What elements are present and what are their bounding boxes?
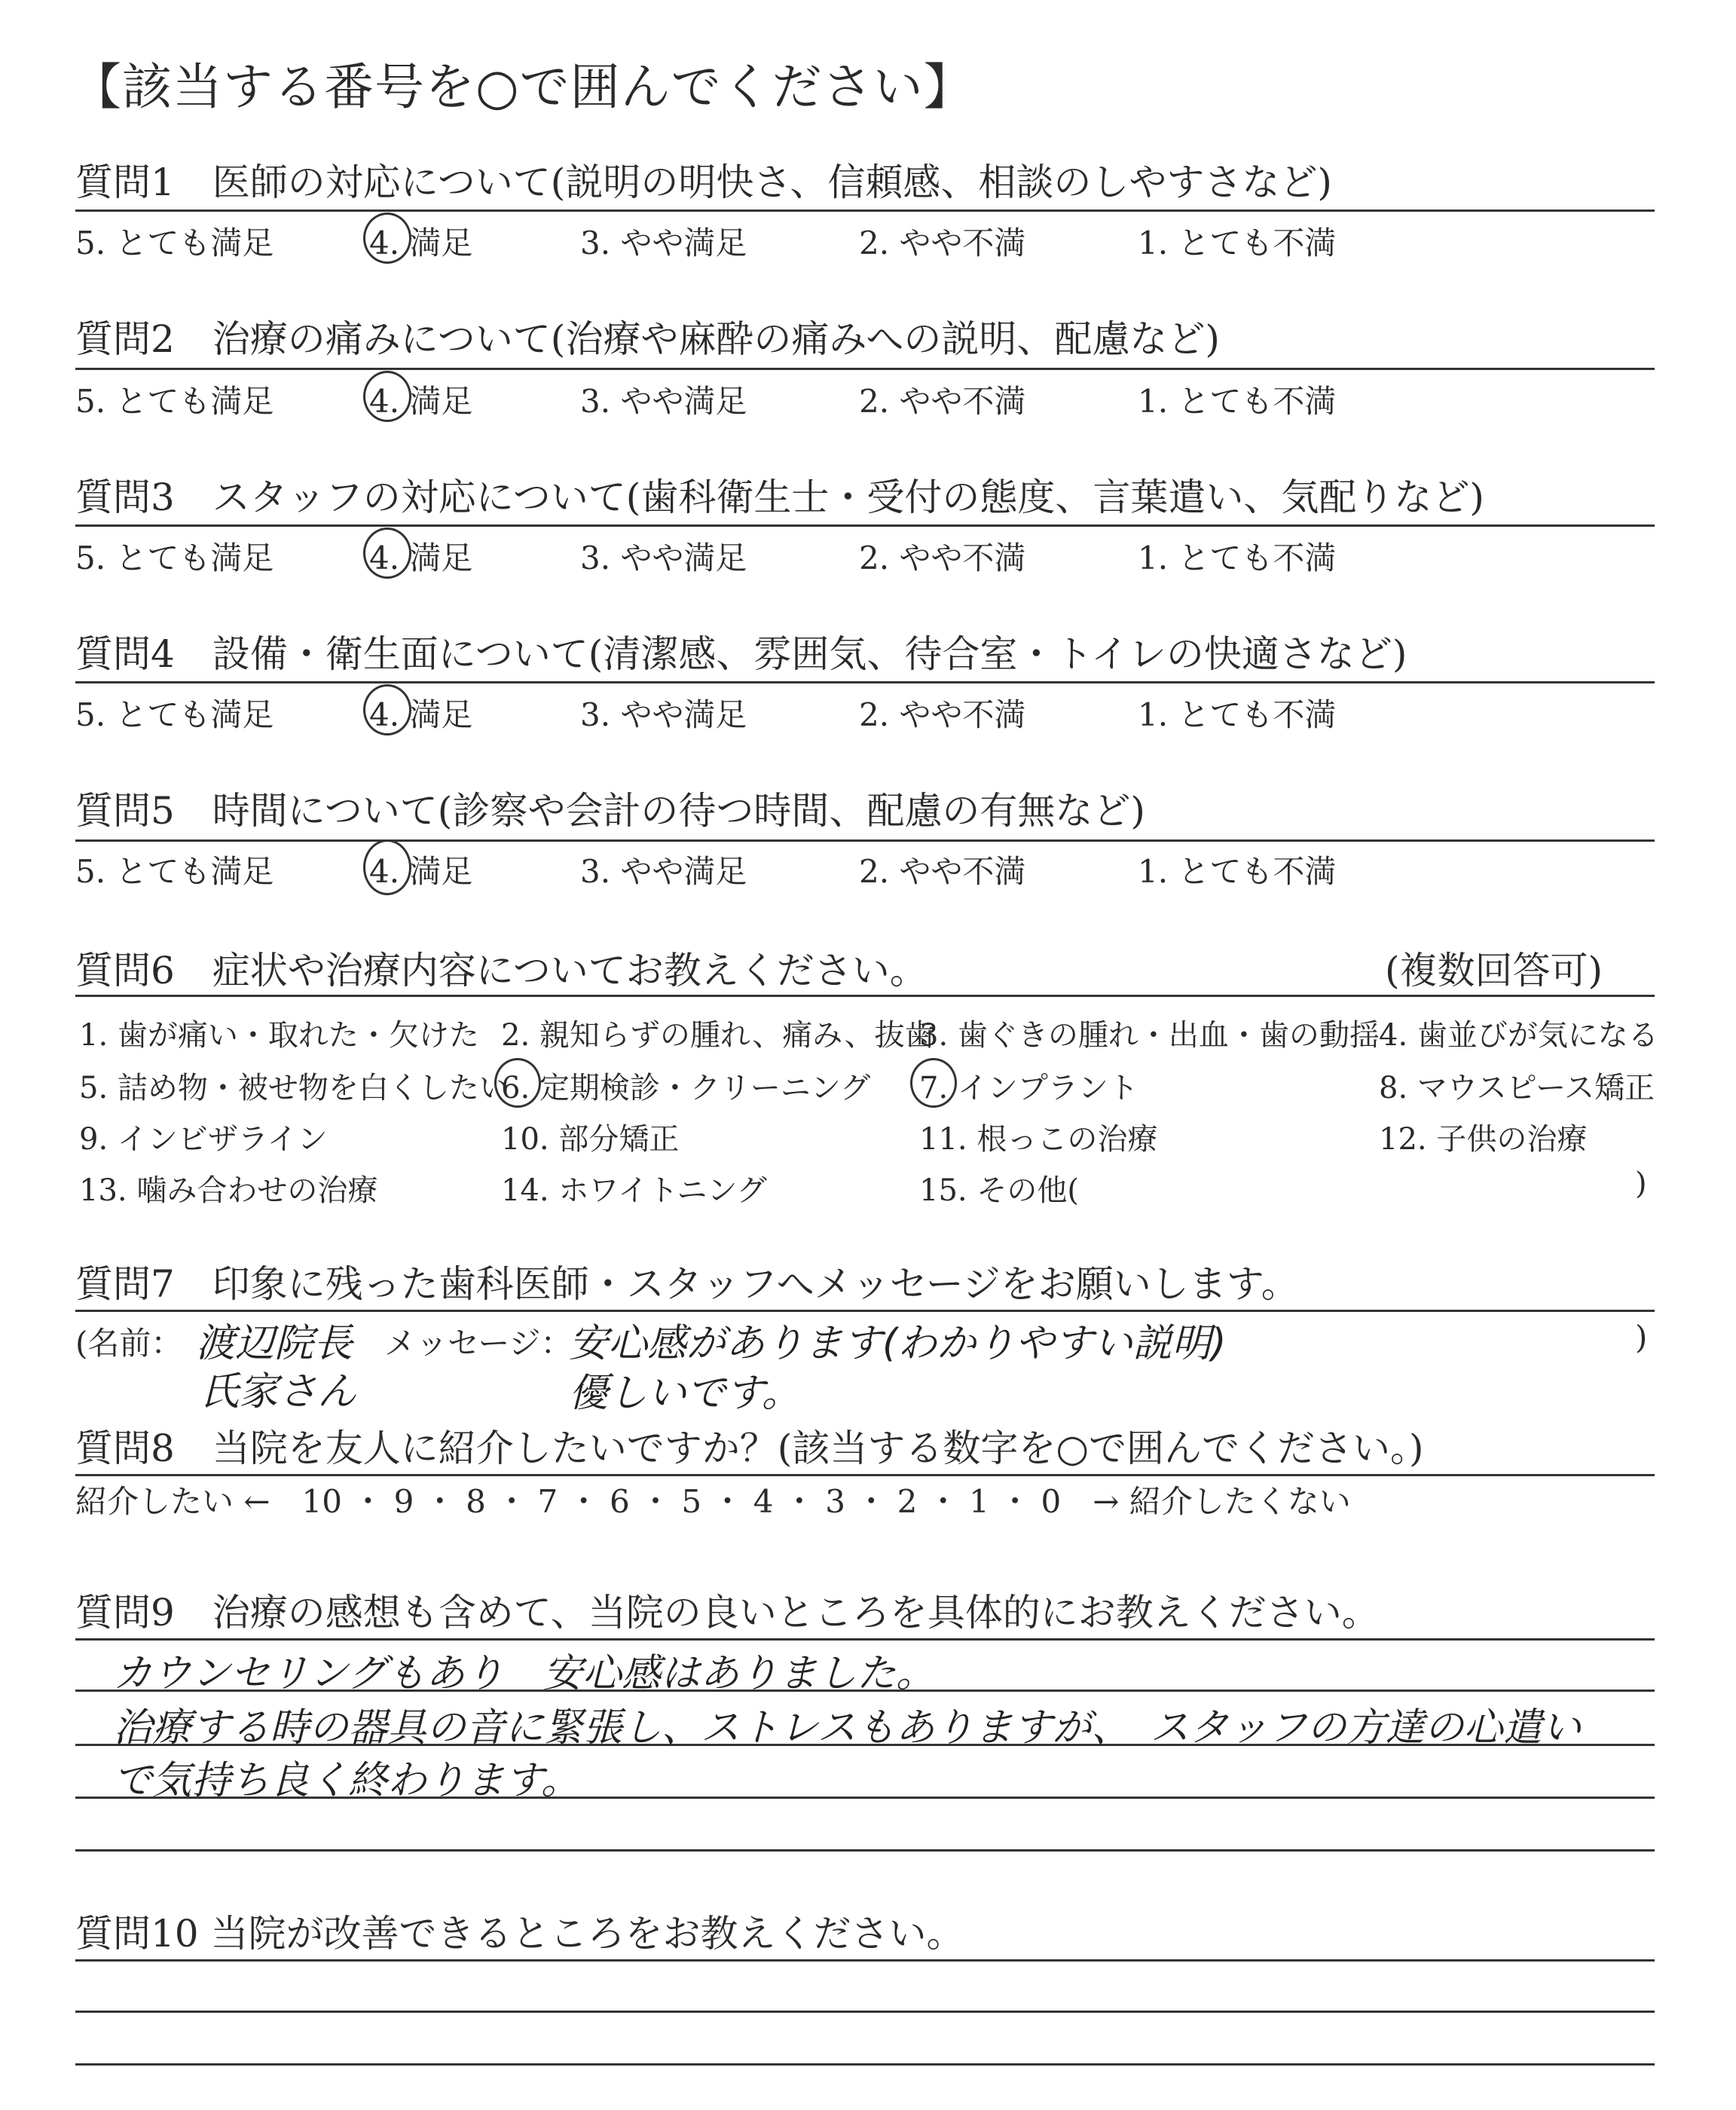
q6-item-15[interactable]: 15. その他( [919, 1173, 1079, 1208]
question-2-label: 質問2 治療の痛みについて(治療や麻酔の痛みへの説明、配慮など) [75, 317, 1220, 361]
question-10-label: 質問10 当院が改善できるところをお教えください。 [75, 1912, 964, 1956]
q2-selection-circle [363, 371, 411, 422]
q6-item-7-circle [910, 1058, 957, 1108]
q6-item-7[interactable]: 7. インプラント [919, 1071, 1138, 1105]
question-10-rule-1 [75, 1959, 1655, 1962]
q6-item-12[interactable]: 12. 子供の治療 [1379, 1122, 1588, 1157]
q6-item-15-close: ) [1635, 1167, 1647, 1201]
q1-option-4[interactable]: 4. 満足 [369, 225, 473, 261]
question-9-rule-1 [75, 1638, 1655, 1641]
q4-option-1[interactable]: 1. とても不満 [1138, 696, 1337, 733]
q6-item-6-circle [494, 1058, 541, 1108]
question-4-label: 質問4 設備・衛生面について(清潔感、雰囲気、待合室・トイレの快適さなど) [75, 632, 1407, 676]
q6-item-3[interactable]: 3. 歯ぐきの腫れ・出血・歯の動揺 [919, 1018, 1380, 1053]
q5-option-3[interactable]: 3. やや満足 [580, 853, 747, 890]
question-10-rule-3 [75, 2063, 1655, 2066]
q3-selection-circle [363, 528, 411, 579]
question-6-rule [75, 995, 1655, 997]
q7-message-prefix: メッセージ： [384, 1325, 573, 1362]
q7-message-line-2[interactable]: 優しいです。 [569, 1371, 801, 1416]
question-9-rule-5 [75, 1849, 1655, 1852]
q7-name-prefix: (名前： [75, 1325, 183, 1362]
question-3-label: 質問3 スタッフの対応について(歯科衛生士・受付の態度、言葉遣い、気配りなど) [75, 476, 1484, 519]
q1-selection-circle [363, 213, 411, 264]
page-title: 【該当する番号を○で囲んでください】 [72, 58, 974, 116]
q9-answer-line-2[interactable]: 治療する時の器具の音に緊張し、ストレスもありますが、 スタッフの方達の心遣い [113, 1705, 1582, 1751]
question-1-rule [75, 209, 1655, 212]
question-5-rule [75, 839, 1655, 842]
q1-option-5[interactable]: 5. とても満足 [75, 225, 274, 261]
q2-option-3[interactable]: 3. やや満足 [580, 383, 747, 420]
q5-option-1[interactable]: 1. とても不満 [1138, 853, 1337, 890]
q3-option-5[interactable]: 5. とても満足 [75, 540, 274, 576]
q3-option-2[interactable]: 2. やや不満 [859, 540, 1026, 576]
q6-item-1[interactable]: 1. 歯が痛い・取れた・欠けた [79, 1018, 479, 1053]
q5-option-2[interactable]: 2. やや不満 [859, 853, 1026, 890]
question-6-note: (複数回答可) [1385, 949, 1603, 992]
q6-item-10[interactable]: 10. 部分矯正 [501, 1122, 680, 1157]
q7-name-line-1[interactable]: 渡辺院長 [196, 1321, 353, 1366]
question-1-label: 質問1 医師の対応について(説明の明快さ、信頼感、相談のしやすさなど) [75, 161, 1332, 204]
q6-item-5[interactable]: 5. 詰め物・被せ物を白くしたい [79, 1071, 509, 1105]
q6-item-13[interactable]: 13. 噛み合わせの治療 [79, 1173, 378, 1208]
q1-option-2[interactable]: 2. やや不満 [859, 225, 1026, 261]
question-10-rule-2 [75, 2011, 1655, 2013]
q4-option-5[interactable]: 5. とても満足 [75, 696, 274, 733]
q3-option-1[interactable]: 1. とても不満 [1138, 540, 1337, 576]
q6-item-6[interactable]: 6. 定期検診・クリーニング [501, 1071, 871, 1105]
q5-option-5[interactable]: 5. とても満足 [75, 853, 274, 890]
q2-option-1[interactable]: 1. とても不満 [1138, 383, 1337, 420]
q3-option-3[interactable]: 3. やや満足 [580, 540, 747, 576]
q6-item-2[interactable]: 2. 親知らずの腫れ、痛み、抜歯 [501, 1018, 935, 1053]
q1-option-1[interactable]: 1. とても不満 [1138, 225, 1337, 261]
q6-item-4[interactable]: 4. 歯並びが気になる [1379, 1018, 1658, 1053]
question-8-label: 質問8 当院を友人に紹介したいですか？(該当する数字を○で囲んでください。) [75, 1427, 1424, 1470]
q2-option-2[interactable]: 2. やや不満 [859, 383, 1026, 420]
question-7-label: 質問7 印象に残った歯科医師・スタッフへメッセージをお願いします。 [75, 1262, 1299, 1306]
q2-option-5[interactable]: 5. とても満足 [75, 383, 274, 420]
q7-close: ) [1635, 1319, 1648, 1356]
question-3-rule [75, 524, 1655, 527]
q3-option-4[interactable]: 4. 満足 [369, 540, 473, 576]
q6-item-11[interactable]: 11. 根っこの治療 [919, 1122, 1158, 1157]
question-2-rule [75, 368, 1655, 370]
q7-message-line-1[interactable]: 安心感があります(わかりやすい説明) [569, 1321, 1227, 1366]
question-6-label: 質問6 症状や治療内容についてお教えください。 [75, 949, 928, 992]
q5-option-4[interactable]: 4. 満足 [369, 853, 473, 890]
question-9-label: 質問9 治療の感想も含めて、当院の良いところを具体的にお教えください。 [75, 1591, 1380, 1634]
q4-option-3[interactable]: 3. やや満足 [580, 696, 747, 733]
question-4-rule [75, 681, 1655, 683]
q9-answer-line-1[interactable]: カウンセリングもあり 安心感はありました。 [113, 1651, 935, 1696]
q2-option-4[interactable]: 4. 満足 [369, 383, 473, 420]
q6-item-14[interactable]: 14. ホワイトニング [501, 1173, 767, 1208]
question-8-rule [75, 1474, 1655, 1476]
q7-name-line-2[interactable]: 氏家さん [200, 1369, 357, 1414]
q4-selection-circle [363, 684, 411, 735]
q4-option-2[interactable]: 2. やや不満 [859, 696, 1026, 733]
q8-scale[interactable]: 紹介したい ← 10 ・ 9 ・ 8 ・ 7 ・ 6 ・ 5 ・ 4 ・ 3 ・ 2 ・ 1 ・ 0 → 紹介したくない [75, 1483, 1351, 1520]
q5-selection-circle [363, 839, 411, 895]
question-5-label: 質問5 時間について(診察や会計の待つ時間、配慮の有無など) [75, 789, 1145, 833]
q9-answer-line-3[interactable]: で気持ち良く終わります。 [113, 1758, 580, 1803]
q6-item-8[interactable]: 8. マウスピース矯正 [1379, 1071, 1655, 1105]
q1-option-3[interactable]: 3. やや満足 [580, 225, 747, 261]
q4-option-4[interactable]: 4. 満足 [369, 696, 473, 733]
q6-item-9[interactable]: 9. インビザライン [79, 1122, 328, 1157]
